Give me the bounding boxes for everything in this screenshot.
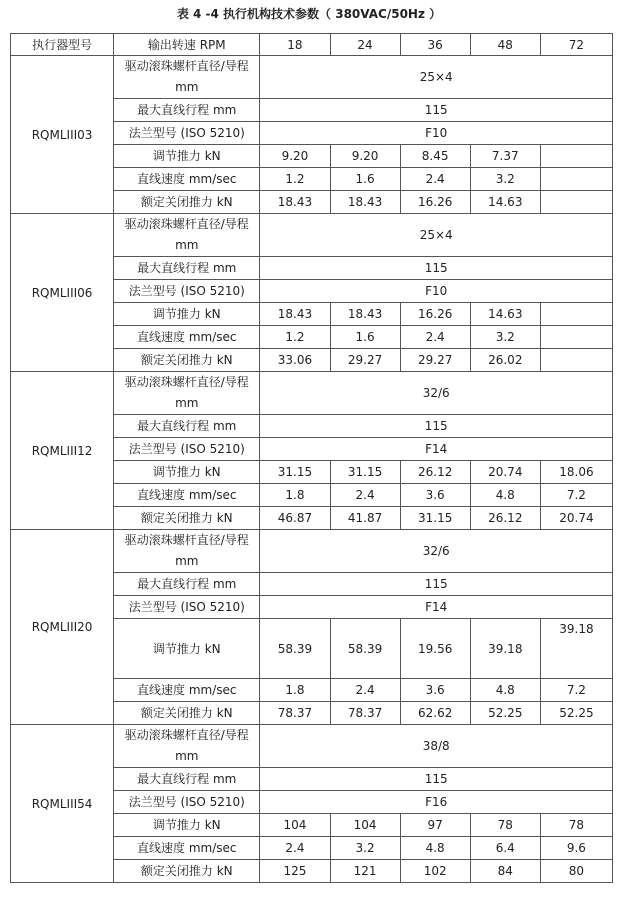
screw-value: 32/6 <box>260 372 613 415</box>
velocity-value: 9.6 <box>540 837 612 860</box>
header-speed: 24 <box>330 34 400 56</box>
close-thrust-value: 121 <box>330 860 400 883</box>
close-thrust-value: 29.27 <box>400 349 470 372</box>
stroke-value: 115 <box>260 768 613 791</box>
thrust-value: 9.20 <box>330 145 400 168</box>
row-label-thrust: 调节推力 kN <box>114 303 260 326</box>
row-label-close-thrust: 额定关闭推力 kN <box>114 191 260 214</box>
flange-value: F10 <box>260 280 613 303</box>
header-speed: 48 <box>470 34 540 56</box>
thrust-value: 18.43 <box>260 303 330 326</box>
row-label-flange: 法兰型号 (ISO 5210) <box>114 280 260 303</box>
screw-value: 25×4 <box>260 56 613 99</box>
velocity-value: 7.2 <box>540 679 612 702</box>
row-label-flange: 法兰型号 (ISO 5210) <box>114 791 260 814</box>
thrust-value: 97 <box>400 814 470 837</box>
velocity-value: 2.4 <box>330 484 400 507</box>
velocity-value: 3.2 <box>330 837 400 860</box>
thrust-value: 104 <box>260 814 330 837</box>
row-label-close-thrust: 额定关闭推力 kN <box>114 702 260 725</box>
spec-table <box>10 33 613 883</box>
row-label-close-thrust: 额定关闭推力 kN <box>114 507 260 530</box>
row-label-stroke: 最大直线行程 mm <box>114 415 260 438</box>
thrust-value: 14.63 <box>470 303 540 326</box>
close-thrust-value <box>540 191 612 214</box>
model-name: RQMLIII20 <box>11 530 114 725</box>
row-label-stroke: 最大直线行程 mm <box>114 257 260 280</box>
table-caption: 表 4 -4 执行机构技术参数（ 380VAC/50Hz ） <box>176 7 442 21</box>
row-label-flange: 法兰型号 (ISO 5210) <box>114 596 260 619</box>
close-thrust-value: 33.06 <box>260 349 330 372</box>
row-label-velocity: 直线速度 mm/sec <box>114 168 260 191</box>
model-name: RQMLIII06 <box>11 214 114 372</box>
velocity-value: 3.6 <box>400 484 470 507</box>
thrust-value: 58.39 <box>260 619 330 679</box>
thrust-value: 31.15 <box>330 461 400 484</box>
velocity-value: 6.4 <box>470 837 540 860</box>
velocity-value: 3.2 <box>470 326 540 349</box>
close-thrust-value: 18.43 <box>260 191 330 214</box>
stroke-value: 115 <box>260 415 613 438</box>
row-label-screw: 驱动滚珠螺杆直径/导程 mm <box>114 372 260 415</box>
row-label-close-thrust: 额定关闭推力 kN <box>114 860 260 883</box>
close-thrust-value: 78.37 <box>260 702 330 725</box>
velocity-value: 1.2 <box>260 326 330 349</box>
row-label-thrust: 调节推力 kN <box>114 461 260 484</box>
flange-value: F14 <box>260 438 613 461</box>
velocity-value: 3.2 <box>470 168 540 191</box>
row-label-thrust: 调节推力 kN <box>114 814 260 837</box>
header-model-label: 执行器型号 <box>11 34 114 56</box>
thrust-value: 16.26 <box>400 303 470 326</box>
velocity-value: 2.4 <box>400 168 470 191</box>
table-row <box>11 214 613 257</box>
velocity-value: 7.2 <box>540 484 612 507</box>
close-thrust-value: 78.37 <box>330 702 400 725</box>
velocity-value <box>540 326 612 349</box>
close-thrust-value: 26.12 <box>470 507 540 530</box>
velocity-value <box>540 168 612 191</box>
row-label-flange: 法兰型号 (ISO 5210) <box>114 438 260 461</box>
screw-value: 38/8 <box>260 725 613 768</box>
table-row <box>11 56 613 99</box>
stroke-value: 115 <box>260 573 613 596</box>
close-thrust-value: 29.27 <box>330 349 400 372</box>
thrust-value: 31.15 <box>260 461 330 484</box>
close-thrust-value: 18.43 <box>330 191 400 214</box>
velocity-value: 4.8 <box>470 484 540 507</box>
row-label-velocity: 直线速度 mm/sec <box>114 326 260 349</box>
row-label-velocity: 直线速度 mm/sec <box>114 679 260 702</box>
close-thrust-value: 52.25 <box>470 702 540 725</box>
thrust-value: 8.45 <box>400 145 470 168</box>
close-thrust-value: 20.74 <box>540 507 612 530</box>
close-thrust-value: 16.26 <box>400 191 470 214</box>
thrust-value: 104 <box>330 814 400 837</box>
header-row <box>11 34 613 56</box>
velocity-value: 3.6 <box>400 679 470 702</box>
close-thrust-value: 62.62 <box>400 702 470 725</box>
close-thrust-value: 125 <box>260 860 330 883</box>
velocity-value: 2.4 <box>260 837 330 860</box>
velocity-value: 2.4 <box>400 326 470 349</box>
row-label-close-thrust: 额定关闭推力 kN <box>114 349 260 372</box>
thrust-value: 19.56 <box>400 619 470 679</box>
spec-table-body <box>11 34 613 883</box>
stroke-value: 115 <box>260 99 613 122</box>
velocity-value: 4.8 <box>400 837 470 860</box>
model-name: RQMLIII12 <box>11 372 114 530</box>
velocity-value: 1.8 <box>260 484 330 507</box>
close-thrust-value: 41.87 <box>330 507 400 530</box>
row-label-velocity: 直线速度 mm/sec <box>114 484 260 507</box>
row-label-thrust: 调节推力 kN <box>114 145 260 168</box>
thrust-value: 58.39 <box>330 619 400 679</box>
row-label-screw: 驱动滚珠螺杆直径/导程 mm <box>114 725 260 768</box>
row-label-screw: 驱动滚珠螺杆直径/导程 mm <box>114 530 260 573</box>
close-thrust-value: 102 <box>400 860 470 883</box>
model-name: RQMLIII54 <box>11 725 114 883</box>
velocity-value: 2.4 <box>330 679 400 702</box>
thrust-value: 9.20 <box>260 145 330 168</box>
close-thrust-value: 84 <box>470 860 540 883</box>
thrust-value: 18.06 <box>540 461 612 484</box>
velocity-value: 1.6 <box>330 326 400 349</box>
header-speed: 72 <box>540 34 612 56</box>
row-label-flange: 法兰型号 (ISO 5210) <box>114 122 260 145</box>
row-label-velocity: 直线速度 mm/sec <box>114 837 260 860</box>
velocity-value: 4.8 <box>470 679 540 702</box>
flange-value: F16 <box>260 791 613 814</box>
thrust-value: 20.74 <box>470 461 540 484</box>
close-thrust-value: 52.25 <box>540 702 612 725</box>
row-label-stroke: 最大直线行程 mm <box>114 573 260 596</box>
close-thrust-value: 31.15 <box>400 507 470 530</box>
thrust-value: 39.18 <box>540 619 612 679</box>
thrust-value <box>540 145 612 168</box>
close-thrust-value: 80 <box>540 860 612 883</box>
row-label-stroke: 最大直线行程 mm <box>114 99 260 122</box>
velocity-value: 1.6 <box>330 168 400 191</box>
flange-value: F14 <box>260 596 613 619</box>
row-label-stroke: 最大直线行程 mm <box>114 768 260 791</box>
flange-value: F10 <box>260 122 613 145</box>
close-thrust-value: 14.63 <box>470 191 540 214</box>
stroke-value: 115 <box>260 257 613 280</box>
table-row <box>11 372 613 415</box>
row-label-thrust: 调节推力 kN <box>114 619 260 679</box>
row-label-screw: 驱动滚珠螺杆直径/导程 mm <box>114 56 260 99</box>
velocity-value: 1.2 <box>260 168 330 191</box>
velocity-value: 1.8 <box>260 679 330 702</box>
row-label-screw: 驱动滚珠螺杆直径/导程 mm <box>114 214 260 257</box>
model-name: RQMLIII03 <box>11 56 114 214</box>
thrust-value: 18.43 <box>330 303 400 326</box>
thrust-value: 7.37 <box>470 145 540 168</box>
close-thrust-value <box>540 349 612 372</box>
screw-value: 32/6 <box>260 530 613 573</box>
screw-value: 25×4 <box>260 214 613 257</box>
close-thrust-value: 46.87 <box>260 507 330 530</box>
header-speed: 36 <box>400 34 470 56</box>
thrust-value: 78 <box>540 814 612 837</box>
header-speed: 18 <box>260 34 330 56</box>
close-thrust-value: 26.02 <box>470 349 540 372</box>
thrust-value: 78 <box>470 814 540 837</box>
thrust-value <box>540 303 612 326</box>
thrust-value: 26.12 <box>400 461 470 484</box>
header-speed-label: 输出转速 RPM <box>114 34 260 56</box>
thrust-value: 39.18 <box>470 619 540 679</box>
table-row <box>11 725 613 768</box>
table-row <box>11 530 613 573</box>
